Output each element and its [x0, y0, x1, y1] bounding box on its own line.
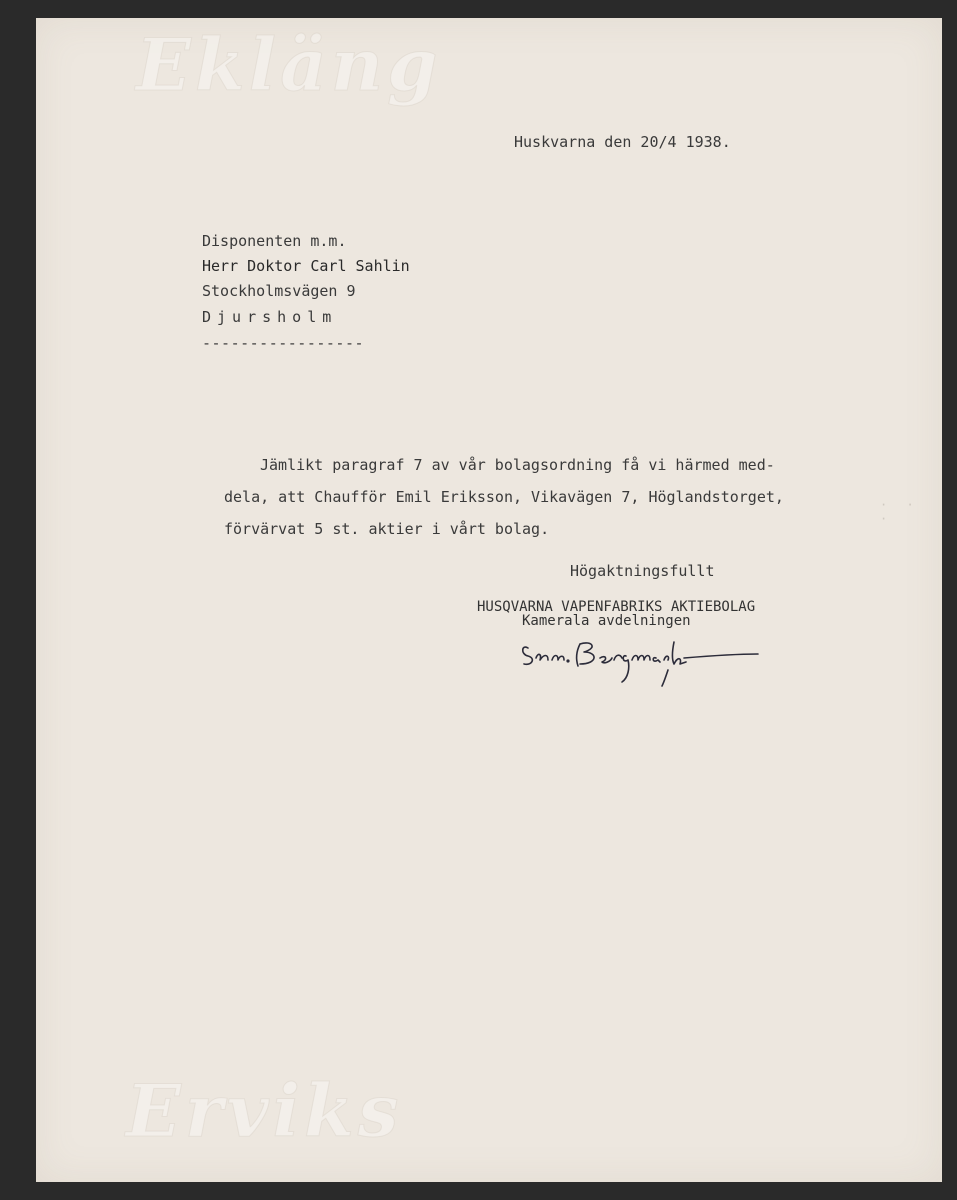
recipient-city: Djursholm [202, 308, 338, 326]
letter-date: Huskvarna den 20/4 1938. [514, 133, 731, 151]
watermark-bottom: Erviks [126, 1068, 403, 1153]
letter-page [36, 18, 942, 1182]
recipient-title: Disponenten m.m. [202, 232, 347, 250]
closing-phrase: Högaktningsfullt [570, 562, 715, 580]
company-name: HUSQVARNA VAPENFABRIKS AKTIEBOLAG [477, 599, 756, 615]
body-line-1: Jämlikt paragraf 7 av vår bolagsordning få vi härmed med- [260, 456, 775, 474]
recipient-name: Herr Doktor Carl Sahlin [202, 257, 410, 275]
signature-drawing [518, 630, 768, 690]
body-line-2: dela, att Chaufför Emil Eriksson, Vikavägen 7, Höglandstorget, [224, 488, 784, 506]
recipient-street: Stockholmsvägen 9 [202, 282, 356, 300]
faint-bleed-through: · · · [880, 498, 920, 526]
department-name: Kamerala avdelningen [522, 613, 691, 629]
watermark-top: Ekläng [136, 22, 442, 107]
address-underline: ----------------- [202, 334, 365, 352]
handwritten-signature [518, 630, 768, 695]
body-line-3: förvärvat 5 st. aktier i vårt bolag. [224, 520, 550, 538]
